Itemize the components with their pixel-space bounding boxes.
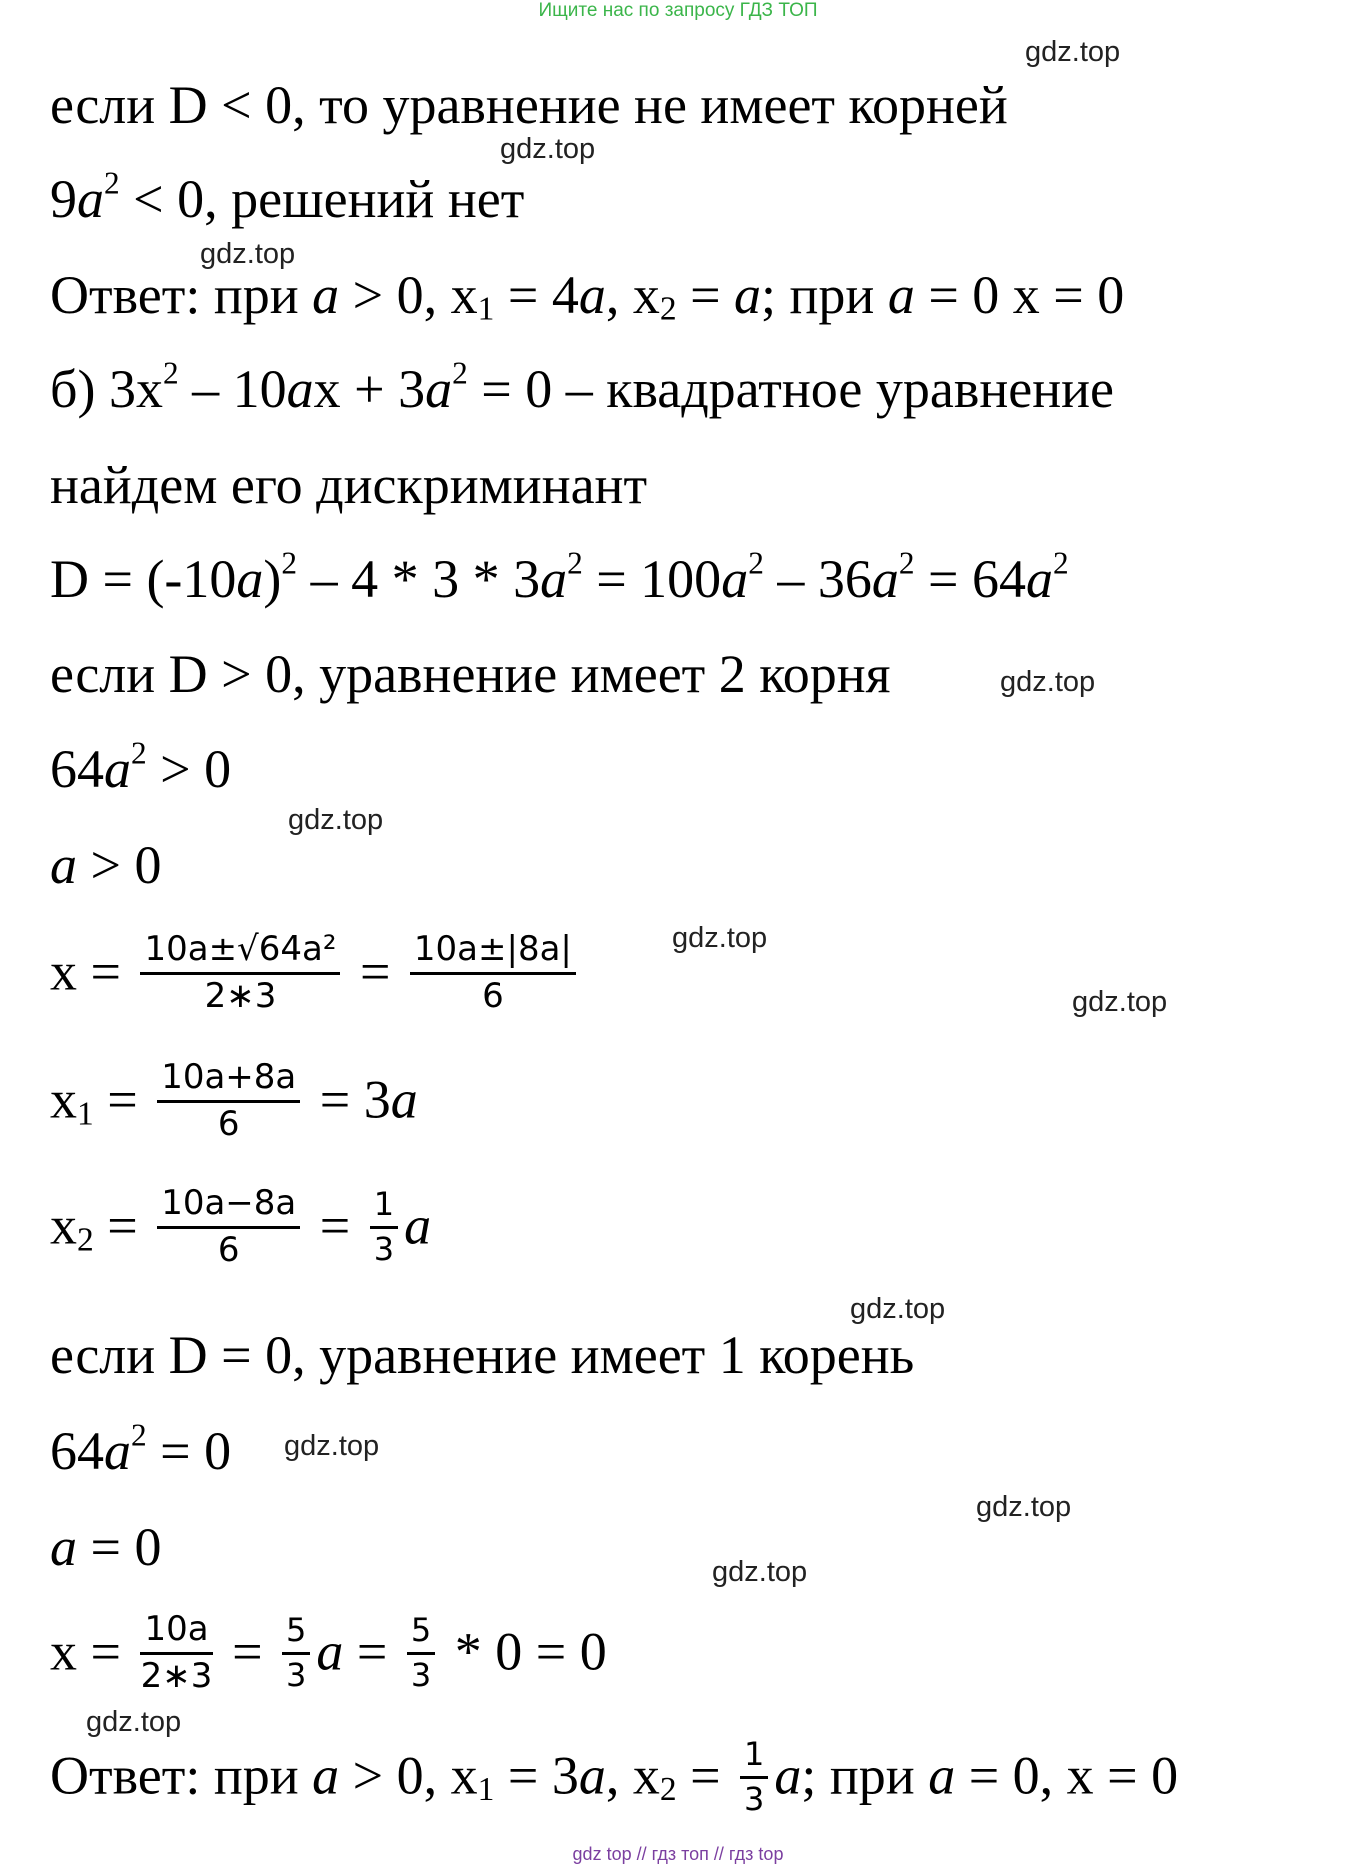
line-64a2-zero: $64a^2 = 0$: [50, 1417, 232, 1481]
bottom-banner: gdz top // гдз топ // гдз top: [572, 1844, 784, 1864]
line-d-zero: если D = 0, уравнение имеет 1 корень: [50, 1325, 915, 1385]
watermark: gdz.top: [284, 1430, 380, 1462]
watermark: gdz.top: [288, 804, 384, 836]
watermark: gdz.top: [672, 922, 768, 954]
line-single-root: x = $\frac{10a}{2∗3}$ = $\frac{5}{3}$ a = $\frac{5}{3}$ * 0 = 0: [50, 1609, 607, 1696]
top-banner: Ищите нас по запросу ГДЗ ТОП: [538, 0, 818, 21]
line-roots-formula: x = $\frac{\text{10a±√64a²}}{2∗3}$ = $\frac{10a\pm|8a|}{6}$: [50, 936, 582, 1018]
watermark: gdz.top: [712, 1556, 808, 1588]
line-d-negative: если D < 0, то уравнение не имеет корней: [50, 75, 1008, 135]
fraction: $\frac{10a\pm|8a|}{6}$: [410, 932, 576, 1014]
line-root-x1: $x_1$ = $\frac{10a+8a}{6}$ = 3a: [50, 1057, 418, 1144]
watermark: gdz.top: [850, 1293, 946, 1325]
watermark: gdz.top: [500, 133, 596, 165]
line-64a2-positive: $64a^2 > 0$: [50, 735, 232, 799]
fraction: $\frac{10a+8a}{6}$: [157, 1060, 300, 1142]
watermark: gdz.top: [976, 1491, 1072, 1523]
line-a-positive: a > 0: [50, 835, 162, 895]
watermark: gdz.top: [200, 238, 296, 270]
fraction: $\frac{\text{10a±√64a²}}{2∗3}$: [140, 932, 340, 1014]
watermark: gdz.top: [1072, 986, 1168, 1018]
watermark: gdz.top: [86, 1706, 182, 1738]
line-d-positive: если D > 0, уравнение имеет 2 корня: [50, 644, 891, 704]
fraction: $\frac{5}{3}$: [407, 1614, 435, 1692]
fraction: $\frac{10a}{2∗3}$: [140, 1609, 213, 1696]
watermark: gdz.top: [1025, 36, 1121, 68]
fraction: $\frac{1}{3}$: [740, 1738, 768, 1816]
watermark: gdz.top: [1000, 666, 1096, 698]
line-no-solutions: $9a^2 < 0$, решений нет: [50, 165, 525, 229]
line-find-discriminant: найдем его дискриминант: [50, 455, 648, 515]
line-a-zero: a = 0: [50, 1517, 162, 1577]
fraction: $\frac{10a-8a}{6}$: [157, 1186, 300, 1268]
line-discriminant: $D = (-10a)^2 - 4 * 3 * 3a^2 = 100a^2 - 36a^2 = 64a^2$: [50, 545, 1069, 609]
fraction: $\frac{5}{3}$: [282, 1614, 310, 1692]
line-equation-b: б) $3x^2 - 10ax + 3a^2 = 0$ – квадратное уравнение: [50, 355, 1114, 419]
line-answer-a: Ответ: при a > 0, $x_1 = 4a$, $x_2 = a$; при a = 0 x = 0: [50, 265, 1125, 328]
line-answer-b: Ответ: при a > 0, $x_1 = 3a$, $x_2$ = $\frac{1}{3}$ a; при a = 0, x = 0: [50, 1735, 1179, 1818]
line-root-x2: $x_2$ = $\frac{10a-8a}{6}$ = $\frac{1}{3}$ a: [50, 1183, 432, 1270]
fraction: $\frac{1}{3}$: [370, 1188, 398, 1266]
